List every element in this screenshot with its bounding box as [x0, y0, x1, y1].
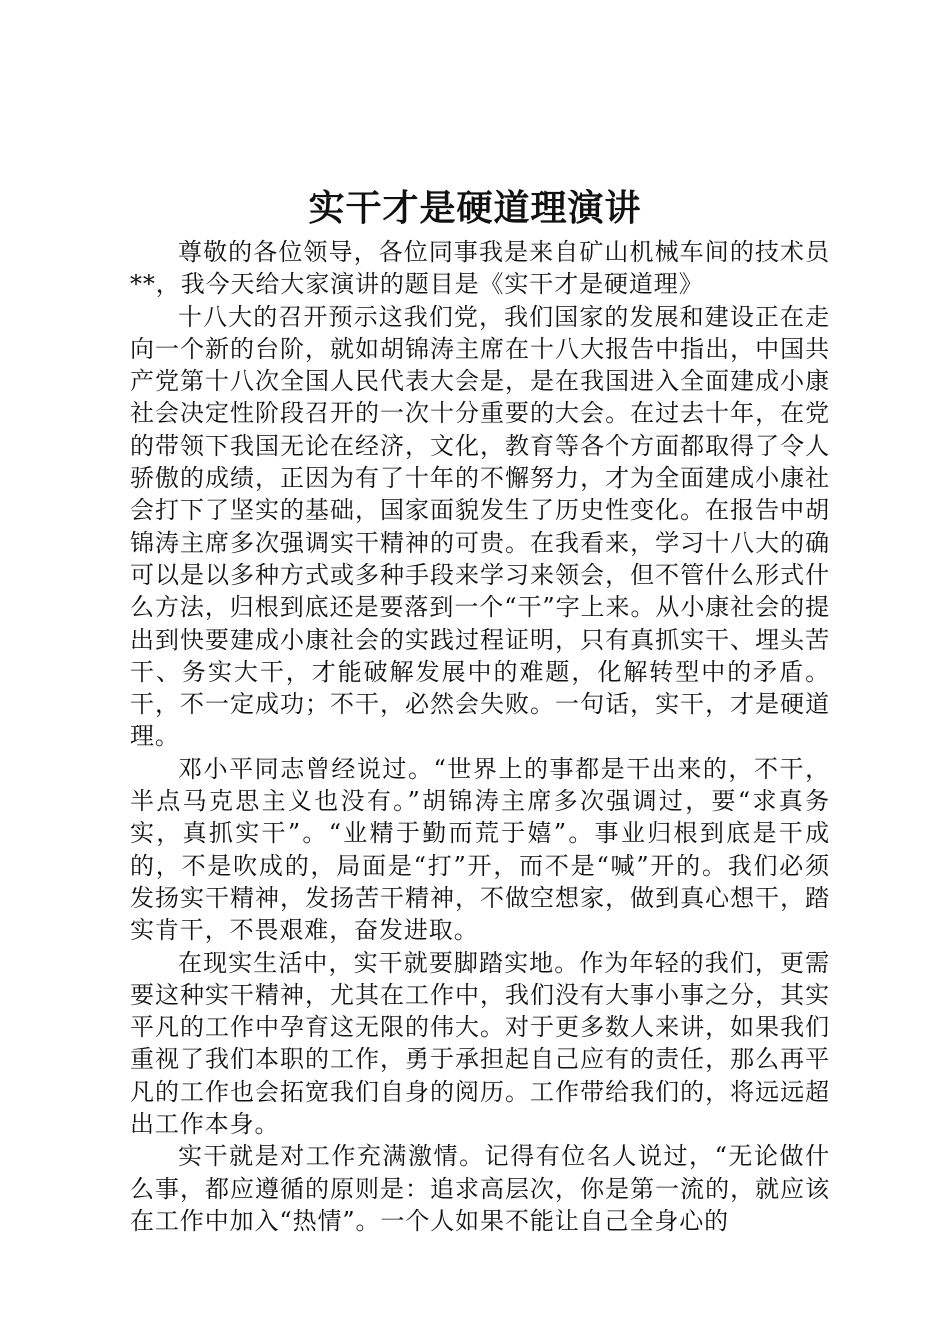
- paragraph: 实干就是对工作充满激情。记得有位名人说过，“无论做什么事，都应遵循的原则是：追求高层次，你是第一流的，就应该在工作中加入“热情”。一个人如果不能让自己全身心的: [130, 1142, 830, 1235]
- paragraph: 尊敬的各位领导，各位同事我是来自矿山机械车间的技术员**，我今天给大家演讲的题目是《实干才是硬道理》: [130, 238, 830, 299]
- document-body: [130, 236, 830, 1237]
- document-title: 实干才是硬道理演讲: [308, 187, 642, 229]
- paragraph: 在现实生活中，实干就要脚踏实地。作为年轻的我们，更需要这种实干精神，尤其在工作中，我们没有大事小事之分，其实平凡的工作中孕育这无限的伟大。对于更多数人来讲，如果我们重视了我们本职的工作，勇于承担起自己应有的责任，那么再平凡的工作也会拓宽我们自身的阅历。工作带给我们的，将远远超出工作本身。: [130, 948, 830, 1139]
- paragraph: 邓小平同志曾经说过。“世界上的事都是干出来的，不干，半点马克思主义也没有。”胡锦涛主席多次强调过，要“求真务实，真抓实干”。“业精于勤而荒于嬉”。事业归根到底是干成的，不是吹成的，局面是“打”开，而不是“喊”开的。我们必须发扬实干精神，发扬苦干精神，不做空想家，做到真心想干，踏实肯干，不畏艰难，奋发进取。: [130, 754, 830, 945]
- paragraph: 十八大的召开预示这我们党，我们国家的发展和建设正在走向一个新的台阶，就如胡锦涛主席在十八大报告中指出，中国共产党第十八次全国人民代表大会是，是在我国进入全面建成小康社会决定性阶段召开的一次十分重要的大会。在过去十年，在党的带领下我国无论在经济，文化，教育等各个方面都取得了令人骄傲的成绩，正因为有了十年的不懈努力，才为全面建成小康社会打下了坚实的基础，国家面貌发生了历史性变化。在报告中胡锦涛主席多次强调实干精神的可贵。在我看来，学习十八大的确可以是以多种方式或多种手段来学习来领会，但不管什么形式什么方法，归根到底还是要落到一个“干”字上来。从小康社会的提出到快要建成小康社会的实践过程证明，只有真抓实干、埋头苦干、务实大干，才能破解发展中的难题，化解转型中的矛盾。干，不一定成功；不干，必然会失败。一句话，实干，才是硬道理。: [130, 302, 830, 751]
